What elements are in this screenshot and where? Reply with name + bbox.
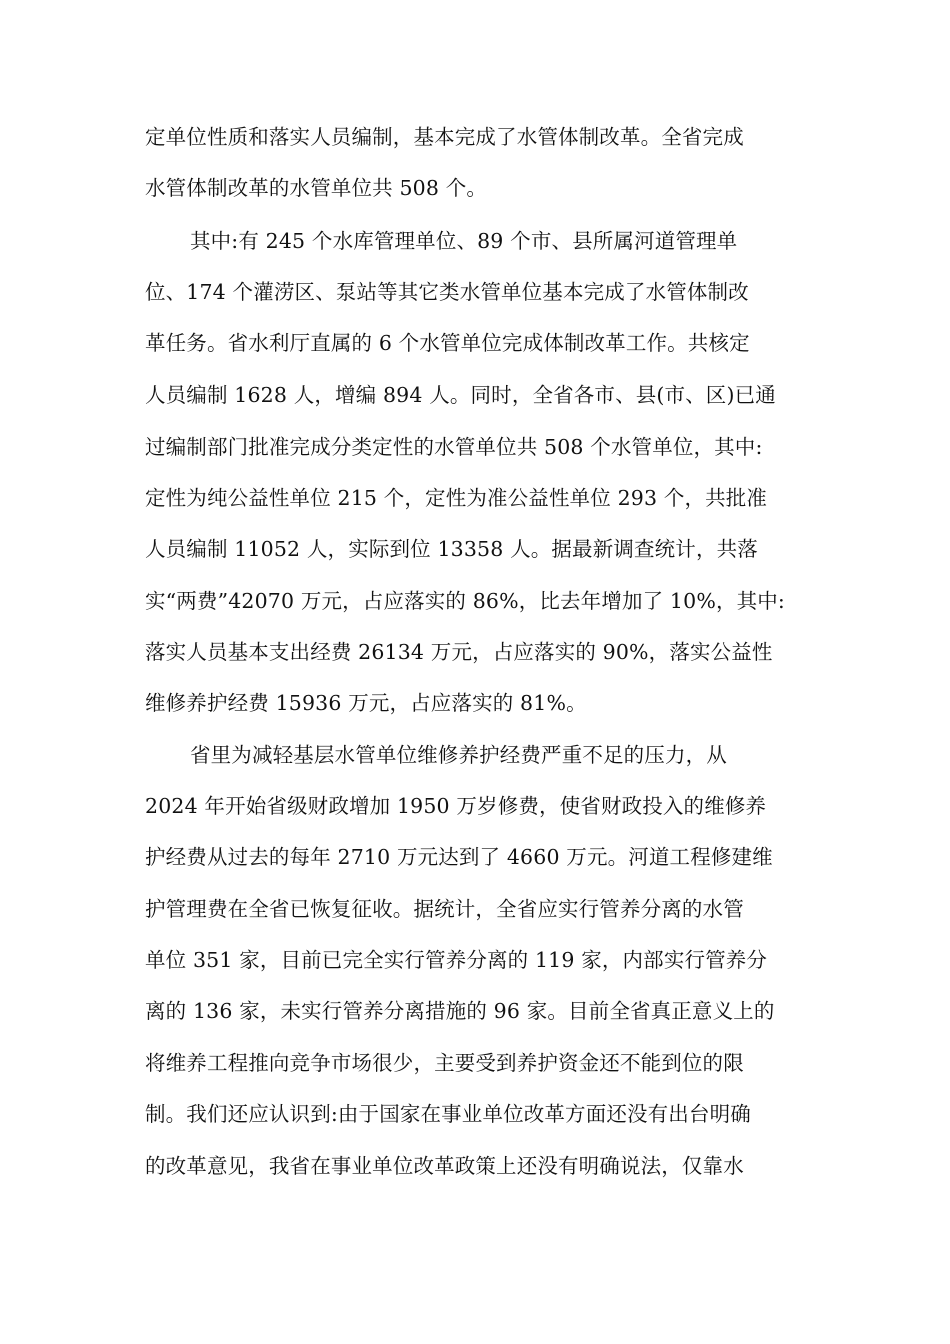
text-line: 过编制部门批准完成分类定性的水管单位共 508 个水管单位，其中: bbox=[145, 435, 763, 459]
text-line: 护经费从过去的每年 2710 万元达到了 4660 万元。河道工程修建维 bbox=[145, 845, 773, 869]
text-line: 落实人员基本支出经费 26134 万元，占应落实的 90%，落实公益性 bbox=[145, 640, 773, 664]
text-line: 革任务。省水利厅直属的 6 个水管单位完成体制改革工作。共核定 bbox=[145, 331, 750, 355]
text-line: 单位 351 家，目前已完全实行管养分离的 119 家，内部实行管养分 bbox=[145, 948, 768, 972]
text-line: 实“两费”42070 万元，占应落实的 86%，比去年增加了 10%，其中: bbox=[145, 589, 785, 613]
text-line: 维修养护经费 15936 万元，占应落实的 81%。 bbox=[145, 691, 587, 715]
text-line: 定单位性质和落实人员编制，基本完成了水管体制改革。全省完成 bbox=[145, 125, 744, 149]
text-line: 水管体制改革的水管单位共 508 个。 bbox=[145, 176, 488, 200]
text-line: 人员编制 11052 人，实际到位 13358 人。据最新调查统计，共落 bbox=[145, 537, 758, 561]
text-line: 护管理费在全省已恢复征收。据统计，全省应实行管养分离的水管 bbox=[145, 897, 744, 921]
text-line: 位、174 个灌涝区、泵站等其它类水管单位基本完成了水管体制改 bbox=[145, 280, 749, 304]
text-line: 人员编制 1628 人，增编 894 人。同时，全省各市、县(市、区)已通 bbox=[145, 383, 776, 407]
text-line: 将维养工程推向竞争市场很少，主要受到养护资金还不能到位的限 bbox=[145, 1051, 744, 1075]
text-line: 制。我们还应认识到:由于国家在事业单位改革方面还没有出台明确 bbox=[145, 1102, 751, 1126]
paragraph-first-line: 省里为减轻基层水管单位维修养护经费严重不足的压力，从 bbox=[190, 743, 727, 767]
text-line: 离的 136 家，未实行管养分离措施的 96 家。目前全省真正意义上的 bbox=[145, 999, 775, 1023]
paragraph-first-line: 其中:有 245 个水库管理单位、89 个市、县所属河道管理单 bbox=[190, 229, 738, 253]
text-line: 2024 年开始省级财政增加 1950 万岁修费，使省财政投入的维修养 bbox=[145, 794, 767, 818]
text-line: 的改革意见，我省在事业单位改革政策上还没有明确说法，仅靠水 bbox=[145, 1154, 744, 1178]
text-line: 定性为纯公益性单位 215 个，定性为准公益性单位 293 个，共批准 bbox=[145, 486, 768, 510]
